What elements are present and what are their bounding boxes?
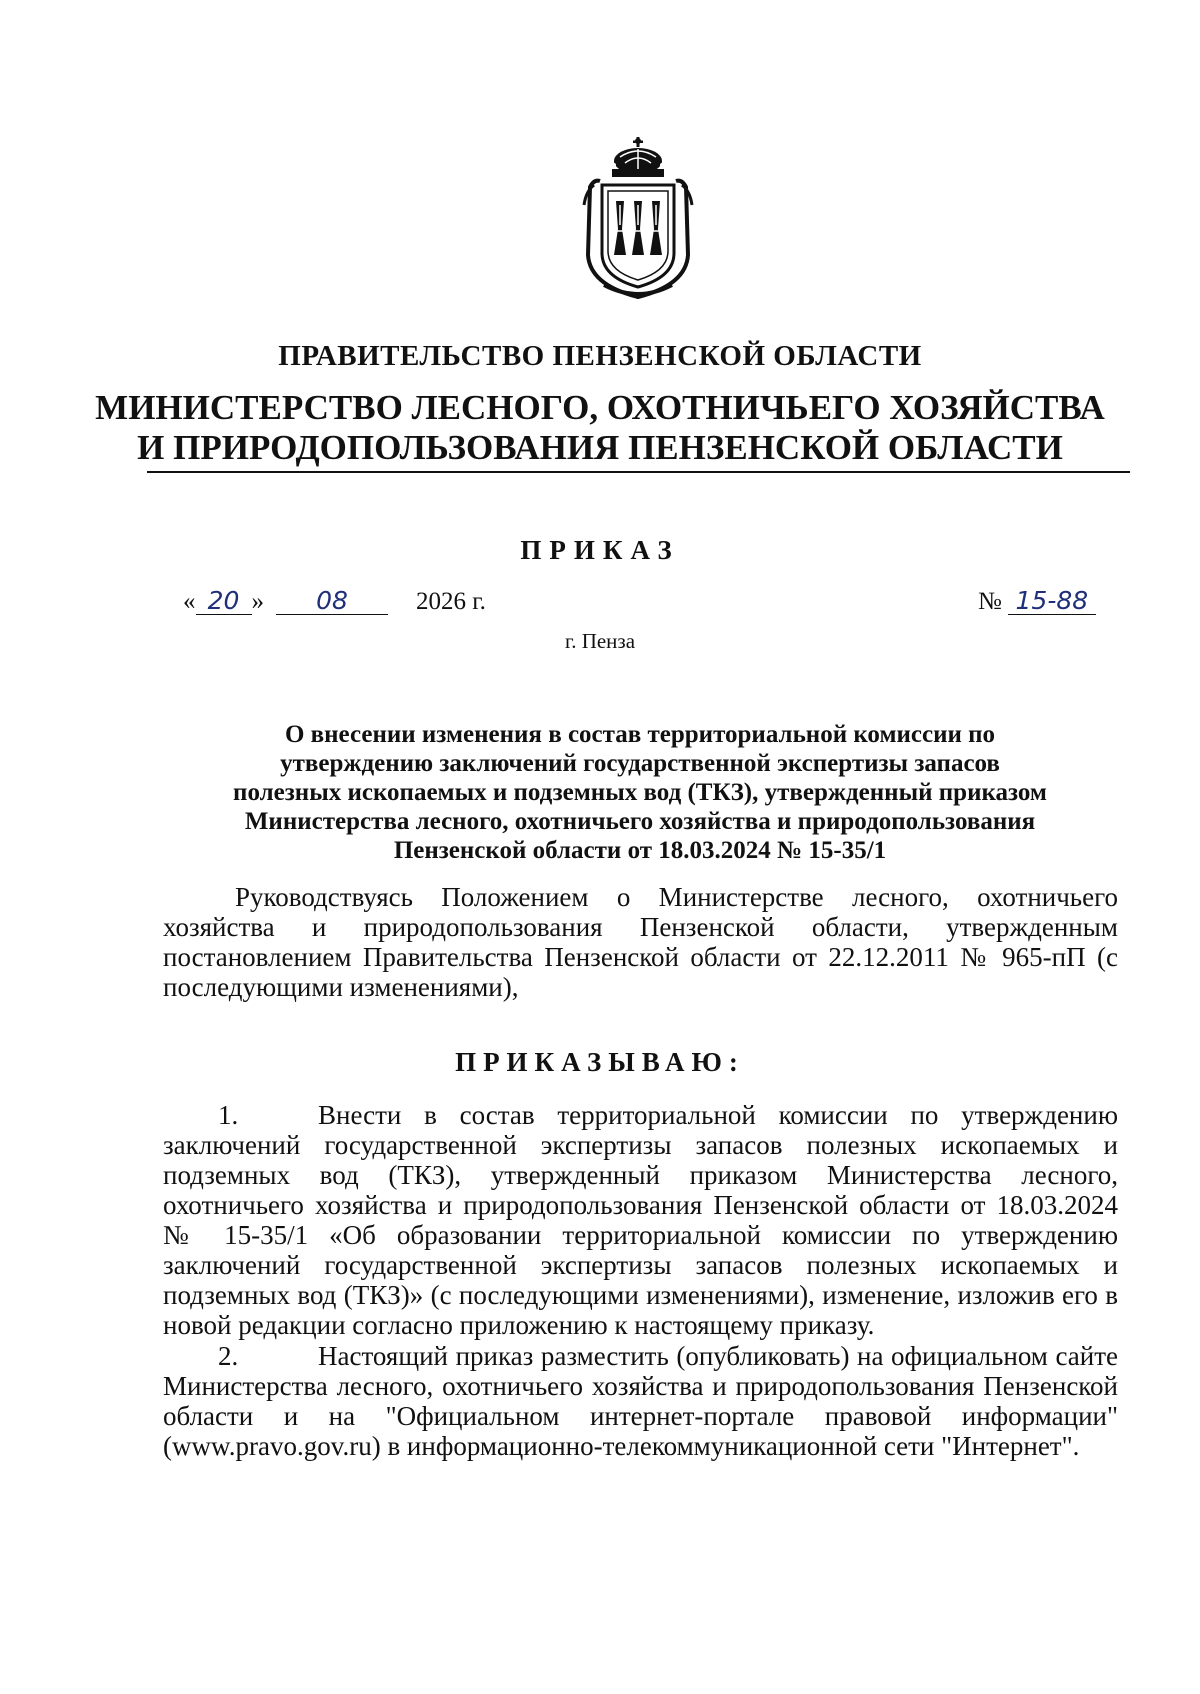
order-title: ПРИКАЗ — [520, 535, 680, 565]
basis-paragraph: Руководствуясь Положением о Министерстве лесного, охотничьего хозяйства и природопользования Пензенской области, утвержденным постановлением Правительства Пензенской области от 22.12.2011 № 965-пП (с последующими изменениями), — [163, 882, 1118, 1002]
ministry-title-line-2: И ПРИРОДОПОЛЬЗОВАНИЯ ПЕНЗЕНСКОЙ ОБЛАСТИ — [137, 428, 1063, 467]
subject-line-3: полезных ископаемых и подземных вод (ТКЗ), утвержденный приказом — [233, 779, 1047, 806]
subject-line-1: О внесении изменения в состав территориальной комиссии по — [284, 721, 996, 748]
subject-line-5: Пензенской области от 18.03.2024 № 15-35/1 — [393, 837, 887, 864]
date-close-quote: » — [251, 588, 264, 615]
order-month: 08 — [276, 588, 388, 615]
decree-heading: ПРИКАЗЫВАЮ: — [455, 1047, 745, 1077]
order-number-label: № — [978, 588, 1002, 615]
order-item-1 — [163, 1100, 1118, 1340]
subject-line-4: Министерства лесного, охотничьего хозяйства и природопользования — [244, 808, 1036, 835]
order-number-value: 15-88 — [1008, 588, 1096, 615]
header-divider — [147, 471, 1130, 473]
order-item-text: Внести в состав территориальной комиссии по утверждению заключений государственной экспертизы запасов полезных ископаемых и подземных вод (ТКЗ), утвержденный приказом Министерства лесного, охотничьего хозяйства и природопользования Пензенской области от 18.03.2024 № 15-35/1 «Об образовании территориальной комиссии по утверждению заключений государственной экспертизы запасов полезных ископаемых и подземных вод (ТКЗ)» (с последующими изменениями), изменение, изложив его в новой редакции согласно приложению к настоящему приказу. — [163, 1100, 1118, 1340]
coat-of-arms-icon — [580, 135, 696, 303]
order-item-2 — [163, 1341, 1118, 1461]
order-items — [163, 1100, 1118, 1462]
order-date — [183, 588, 486, 616]
order-item-text: Настоящий приказ разместить (опубликовать) на официальном сайте Министерства лесного, охотничьего хозяйства и природопользования Пензенской области и на "Официальном интернет-портале правовой информации" (www.pravo.gov.ru) в информационно-телекоммуникационной сети "Интернет". — [163, 1341, 1118, 1461]
order-day: 20 — [196, 588, 252, 615]
date-open-quote: « — [183, 588, 196, 615]
order-subject — [180, 720, 1100, 865]
order-item-number: 1. — [218, 1100, 239, 1130]
subject-line-2: утверждению заключений государственной экспертизы запасов — [280, 750, 1000, 777]
order-number — [978, 588, 1096, 616]
ministry-title — [0, 388, 1200, 468]
ministry-title-line-1: МИНИСТЕРСТВО ЛЕСНОГО, ОХОТНИЧЬЕГО ХОЗЯЙСТВА — [95, 388, 1105, 427]
government-title: ПРАВИТЕЛЬСТВО ПЕНЗЕНСКОЙ ОБЛАСТИ — [278, 340, 922, 372]
order-year: 2026 г. — [416, 588, 486, 615]
order-item-number: 2. — [218, 1341, 239, 1371]
order-city: г. Пенза — [564, 629, 636, 653]
